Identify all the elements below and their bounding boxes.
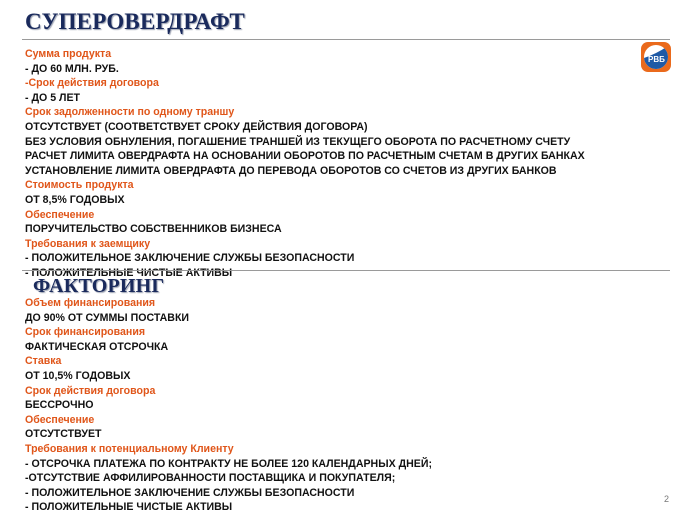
field-value: УСТАНОВЛЕНИЕ ЛИМИТА ОВЕРДРАФТА ДО ПЕРЕВОДА ОБОРОТОВ СО СЧЕТОВ ИЗ ДРУГИХ БАНКОВ (25, 164, 557, 177)
page-number: 2 (664, 494, 670, 504)
section-title-overdraft: СУПЕРОВЕРДРАФТ (25, 9, 245, 34)
field-value: - ДО 60 МЛН. РУБ. (25, 62, 119, 75)
field-value: ОТ 10,5% ГОДОВЫХ (25, 369, 131, 382)
field-value: БЕЗ УСЛОВИЯ ОБНУЛЕНИЯ, ПОГАШЕНИЕ ТРАНШЕЙ ИЗ ТЕКУЩЕГО ОБОРОТА ПО РАСЧЕТНОМУ СЧЕТУ (25, 135, 571, 148)
overdraft-details (25, 47, 665, 281)
field-value: ДО 90% ОТ СУММЫ ПОСТАВКИ (25, 311, 190, 324)
field-label: Срок действия договора (25, 384, 156, 397)
field-value: ОТСУТСТВУЕТ (СООТВЕТСТВУЕТ СРОКУ ДЕЙСТВИЯ ДОГОВОРА) (25, 120, 368, 133)
field-label: Срок финансирования (25, 326, 146, 339)
divider-middle (22, 270, 670, 271)
field-value: - ОТСРОЧКА ПЛАТЕЖА ПО КОНТРАКТУ НЕ БОЛЕЕ 120 КАЛЕНДАРНЫХ ДНЕЙ; (25, 457, 432, 470)
field-value: ФАКТИЧЕСКАЯ ОТСРОЧКА (25, 340, 169, 353)
field-label: Требования к потенциальному Клиенту (25, 442, 234, 455)
field-label: -Срок действия договора (25, 77, 159, 90)
field-value: ОТСУТСТВУЕТ (25, 428, 102, 441)
field-label: Требования к заемщику (25, 237, 151, 250)
svg-text:РВБ: РВБ (648, 55, 665, 64)
field-value: - ПОЛОЖИТЕЛЬНЫЕ ЧИСТЫЕ АКТИВЫ (25, 266, 233, 279)
divider-top (22, 39, 670, 40)
field-value: - ПОЛОЖИТЕЛЬНЫЕ ЧИСТЫЕ АКТИВЫ (25, 501, 233, 514)
field-value: ОТ 8,5% ГОДОВЫХ (25, 193, 125, 206)
field-label: Обеспечение (25, 413, 95, 426)
field-value: ПОРУЧИТЕЛЬСТВО СОБСТВЕННИКОВ БИЗНЕСА (25, 223, 282, 236)
field-label: Стоимость продукта (25, 179, 134, 192)
field-value: РАСЧЕТ ЛИМИТА ОВЕРДРАФТА НА ОСНОВАНИИ ОБОРОТОВ ПО РАСЧЕТНЫМ СЧЕТАМ В ДРУГИХ БАНКАХ (25, 150, 585, 163)
field-value: - ПОЛОЖИТЕЛЬНОЕ ЗАКЛЮЧЕНИЕ СЛУЖБЫ БЕЗОПАСНОСТИ (25, 252, 355, 265)
field-label: Сумма продукта (25, 48, 112, 60)
field-value: - ПОЛОЖИТЕЛЬНОЕ ЗАКЛЮЧЕНИЕ СЛУЖБЫ БЕЗОПАСНОСТИ (25, 486, 355, 499)
field-label: Ставка (25, 355, 62, 368)
field-label: Объем финансирования (25, 297, 156, 309)
field-value: - ДО 5 ЛЕТ (25, 91, 81, 104)
field-label: Срок задолженности по одному траншу (25, 106, 235, 119)
section-title-factoring: ФАКТОРИНГ (33, 275, 165, 297)
field-value: БЕССРОЧНО (25, 399, 94, 412)
field-label: Обеспечение (25, 208, 95, 221)
factoring-details (25, 296, 665, 515)
field-value: -ОТСУТСТВИЕ АФФИЛИРОВАННОСТИ ПОСТАВЩИКА И ПОКУПАТЕЛЯ; (25, 472, 396, 485)
